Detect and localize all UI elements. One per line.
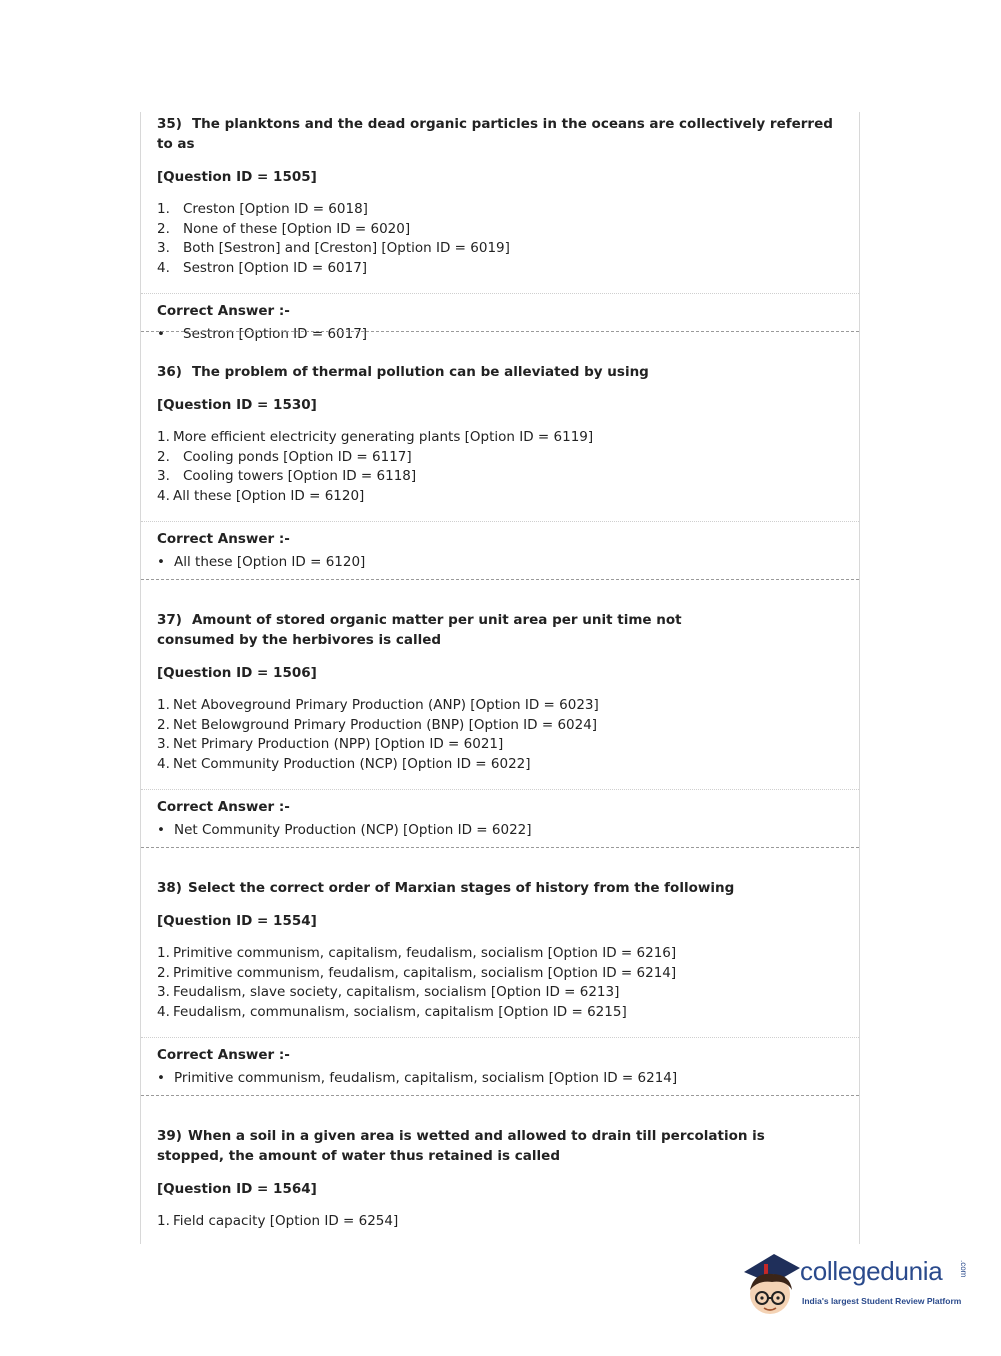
- question-paper-sheet: [140, 112, 860, 1244]
- correct-answer-label: Correct Answer :-: [157, 531, 290, 548]
- option-text: Field capacity [Option ID = 6254]: [173, 1213, 399, 1229]
- option-item: [157, 428, 843, 448]
- option-text: Feudalism, slave society, capitalism, socialism [Option ID = 6213]: [173, 984, 620, 1001]
- option-index: 4.: [157, 487, 170, 504]
- option-index: 4.: [157, 1003, 170, 1020]
- question-text: Amount of stored organic matter per unit area per unit time not consumed by the herbivores is called: [157, 612, 682, 648]
- question-number: 38): [157, 880, 182, 896]
- option-text: Primitive communism, capitalism, feudalism, socialism [Option ID = 6216]: [173, 945, 677, 961]
- question-text: The problem of thermal pollution can be alleviated by using: [191, 364, 649, 380]
- answer-divider: [141, 293, 859, 294]
- option-text: Net Aboveground Primary Production (ANP) [Option ID = 6023]: [173, 697, 599, 713]
- bullet-icon: •: [157, 554, 165, 571]
- correct-answer-label: Correct Answer :-: [157, 303, 290, 320]
- question-number: 36): [157, 364, 182, 380]
- correct-answer-text: Sestron [Option ID = 6017]: [183, 326, 368, 343]
- bullet-icon: •: [157, 326, 165, 343]
- option-index: 3.: [157, 736, 170, 753]
- question-separator: [141, 331, 859, 332]
- correct-answer: [157, 1068, 843, 1088]
- option-item: [157, 220, 843, 240]
- options-list: [157, 200, 843, 278]
- option-item: [157, 200, 843, 220]
- answer-divider: [141, 789, 859, 790]
- option-index: 3.: [157, 468, 170, 485]
- option-index: 1.: [157, 1213, 170, 1229]
- option-item: [157, 487, 843, 507]
- question-id: [Question ID = 1564]: [157, 1181, 317, 1197]
- brand-suffix: .com: [959, 1260, 968, 1278]
- question-id: [Question ID = 1530]: [157, 397, 317, 413]
- option-item: [157, 755, 843, 775]
- answer-divider: [141, 521, 859, 522]
- correct-answer-text: All these [Option ID = 6120]: [174, 554, 366, 571]
- correct-answer-label: Correct Answer :-: [157, 1047, 290, 1064]
- option-item: [157, 735, 843, 755]
- option-item: [157, 696, 843, 716]
- question-title: [157, 1126, 843, 1166]
- question-separator: [141, 1095, 859, 1096]
- question-text: The planktons and the dead organic particles in the oceans are collectively referred to as: [157, 116, 833, 152]
- option-item: [157, 1003, 843, 1023]
- option-index: 4.: [157, 259, 170, 276]
- question-separator: [141, 579, 859, 580]
- option-index: 2.: [157, 220, 170, 237]
- option-item: [157, 716, 843, 736]
- option-text: Sestron [Option ID = 6017]: [183, 259, 368, 276]
- bullet-icon: •: [157, 822, 165, 839]
- option-index: 1.: [157, 697, 170, 713]
- question-separator: [141, 847, 859, 848]
- question-number: 39): [157, 1128, 182, 1144]
- correct-answer: [157, 552, 843, 572]
- options-list: [157, 944, 843, 1022]
- option-index: 1.: [157, 429, 170, 445]
- question-text: When a soil in a given area is wetted and allowed to drain till percolation is stopped, the amount of water thus retained is called: [157, 1128, 765, 1164]
- question-37: [141, 610, 859, 840]
- option-index: 3.: [157, 984, 170, 1001]
- option-item: [157, 983, 843, 1003]
- correct-answer-text: Net Community Production (NCP) [Option ID = 6022]: [174, 822, 532, 839]
- bullet-icon: •: [157, 1070, 165, 1087]
- question-title: [157, 362, 843, 382]
- option-index: 1.: [157, 201, 170, 217]
- mascot-graduate-icon: [742, 1250, 802, 1320]
- option-item: [157, 448, 843, 468]
- option-text: None of these [Option ID = 6020]: [183, 220, 411, 237]
- question-36: [141, 362, 859, 572]
- option-text: All these [Option ID = 6120]: [173, 487, 365, 504]
- brand-name: collegedunia: [800, 1256, 943, 1286]
- option-text: Creston [Option ID = 6018]: [183, 201, 368, 217]
- option-text: Net Belowground Primary Production (BNP) [Option ID = 6024]: [173, 716, 598, 733]
- question-id: [Question ID = 1506]: [157, 665, 317, 681]
- option-index: 2.: [157, 448, 170, 465]
- question-number: 35): [157, 116, 182, 132]
- answer-divider: [141, 1037, 859, 1038]
- option-item: [157, 964, 843, 984]
- correct-answer-text: Primitive communism, feudalism, capitalism, socialism [Option ID = 6214]: [174, 1070, 678, 1087]
- option-text: Feudalism, communalism, socialism, capitalism [Option ID = 6215]: [173, 1003, 627, 1020]
- question-id: [Question ID = 1554]: [157, 913, 317, 929]
- question-title: [157, 114, 843, 154]
- collegedunia-logo[interactable]: [742, 1250, 972, 1320]
- option-text: More efficient electricity generating plants [Option ID = 6119]: [173, 429, 594, 445]
- option-index: 4.: [157, 755, 170, 772]
- question-text: Select the correct order of Marxian stages of history from the following: [187, 880, 735, 896]
- option-text: Net Community Production (NCP) [Option ID = 6022]: [173, 755, 531, 772]
- option-item: [157, 239, 843, 259]
- question-35: [141, 114, 859, 344]
- option-index: 3.: [157, 240, 170, 257]
- option-item: [157, 467, 843, 487]
- correct-answer: [157, 324, 843, 344]
- option-text: Cooling towers [Option ID = 6118]: [183, 468, 417, 485]
- option-index: 2.: [157, 716, 170, 733]
- option-text: Primitive communism, feudalism, capitalism, socialism [Option ID = 6214]: [173, 964, 677, 981]
- option-text: Both [Sestron] and [Creston] [Option ID = 6019]: [183, 240, 510, 257]
- option-text: Cooling ponds [Option ID = 6117]: [183, 448, 412, 465]
- question-title: [157, 878, 843, 898]
- option-item: [157, 944, 843, 964]
- options-list: [157, 428, 843, 506]
- question-number: 37): [157, 612, 182, 628]
- option-index: 2.: [157, 964, 170, 981]
- brand-tagline: India's largest Student Review Platform: [802, 1296, 962, 1306]
- options-list: [157, 696, 843, 774]
- question-title: [157, 610, 843, 650]
- options-list: [157, 1212, 843, 1232]
- question-39: [141, 1126, 859, 1232]
- option-item: [157, 1212, 843, 1232]
- option-item: [157, 259, 843, 279]
- correct-answer: [157, 820, 843, 840]
- question-38: [141, 878, 859, 1088]
- option-text: Net Primary Production (NPP) [Option ID = 6021]: [173, 736, 504, 753]
- question-id: [Question ID = 1505]: [157, 169, 317, 185]
- correct-answer-label: Correct Answer :-: [157, 799, 290, 816]
- option-index: 1.: [157, 945, 170, 961]
